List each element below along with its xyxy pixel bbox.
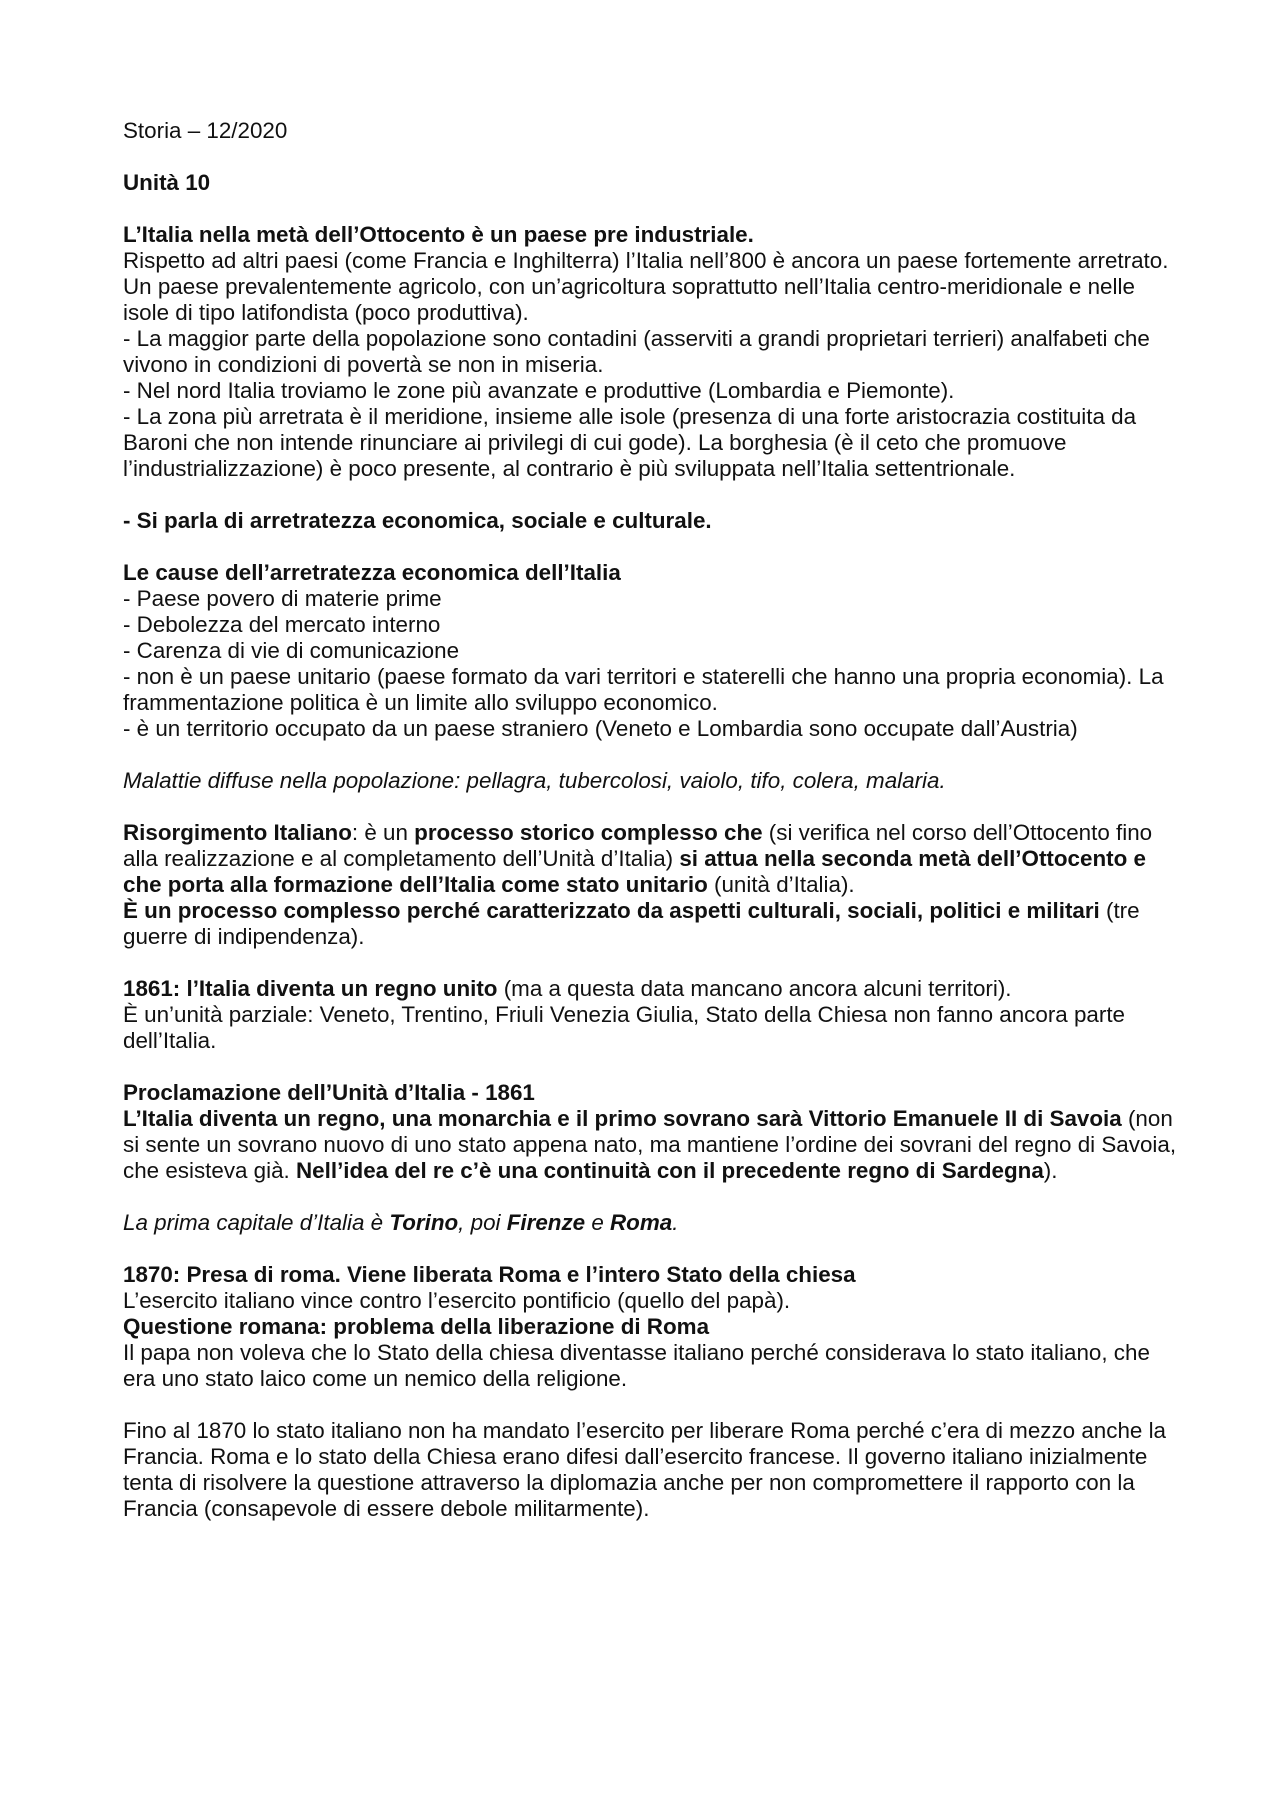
cause-item: - è un territorio occupato da un paese straniero (Veneto e Lombardia sono occupate dall’Austria) xyxy=(123,716,1078,741)
unit-title: Unità 10 xyxy=(123,170,211,195)
backwardness-summary: - Si parla di arretratezza economica, sociale e culturale. xyxy=(123,508,712,533)
closing-paragraph: Fino al 1870 lo stato italiano non ha mandato l’esercito per liberare Roma perché c’era di mezzo anche la Francia. Roma e lo stato della Chiesa erano difesi dall’esercito francese. Il governo italiano inizialmente tenta di risolvere la questione attraverso la diplomazia anche per non compromettere il rapporto con la Francia (consapevole di essere debole militarmente). xyxy=(123,1418,1167,1521)
roman-question-text: Il papa non voleva che lo Stato della chiesa diventasse italiano perché considerava lo stato italiano, che era uno stato laico come un nemico della religione. xyxy=(123,1340,1150,1391)
partial-unity-text: È un’unità parziale: Veneto, Trentino, Friuli Venezia Giulia, Stato della Chiesa non fanno ancora parte dell’Italia. xyxy=(123,1002,1125,1053)
cause-item: - non è un paese unitario (paese formato da vari territori e staterelli che hanno una propria economia). La frammentazione politica è un limite allo sviluppo economico. xyxy=(123,664,1164,715)
causes-heading: Le cause dell’arretratezza economica dell’Italia xyxy=(123,560,621,585)
capital-note: La prima capitale d’Italia è Torino, poi Firenze e Roma. xyxy=(123,1210,679,1235)
intro-bullet: - Nel nord Italia troviamo le zone più avanzate e produttive (Lombardia e Piemonte). xyxy=(123,378,955,403)
document-page xyxy=(123,118,1183,1522)
cause-item: - Paese povero di materie prime xyxy=(123,586,442,611)
intro-bullet: - La zona più arretrata è il meridione, insieme alle isole (presenza di una forte aristocrazia costituita da Baroni che non intende rinunciare ai privilegi di cui gode). La borghesia (è il ceto che promuove l’industrializzazione) è poco presente, al contrario è più sviluppata nell’Italia settentrionale. xyxy=(123,404,1137,481)
cause-item: - Debolezza del mercato interno xyxy=(123,612,441,637)
proclamation-heading: Proclamazione dell’Unità d’Italia - 1861 xyxy=(123,1080,535,1105)
intro-bullet: - La maggior parte della popolazione sono contadini (asserviti a grandi proprietari terrieri) analfabeti che vivono in condizioni di povertà se non in miseria. xyxy=(123,326,1150,377)
intro-paragraph: Rispetto ad altri paesi (come Francia e Inghilterra) l’Italia nell’800 è ancora un paese fortemente arretrato. Un paese prevalentemente agricolo, con un’agricoltura soprattutto nell’Italia centro-meridionale e nelle isole di tipo latifondista (poco produttiva). xyxy=(123,248,1169,325)
risorgimento-complexity: È un processo complesso perché caratterizzato da aspetti culturali, sociali, politici e militari (tre guerre di indipendenza). xyxy=(123,898,1140,949)
army-text: L’esercito italiano vince contro l’esercito pontificio (quello del papà). xyxy=(123,1288,791,1313)
subject-date: Storia – 12/2020 xyxy=(123,118,288,143)
risorgimento-paragraph: Risorgimento Italiano: è un processo storico complesso che (si verifica nel corso dell’Ottocento fino alla realizzazione e al completamento dell’Unità d’Italia) si attua nella seconda metà dell’Ottocento e che porta alla formazione dell’Italia come stato unitario (unità d’Italia). xyxy=(123,820,1153,897)
proclamation-paragraph: L’Italia diventa un regno, una monarchia e il primo sovrano sarà Vittorio Emanuele II di Savoia (non si sente un sovrano nuovo di uno stato appena nato, ma mantiene l’ordine dei sovrani del regno di Savoia, che esisteva già. Nell’idea del re c’è una continuità con il precedente regno di Sardegna). xyxy=(123,1106,1177,1183)
intro-heading: L’Italia nella metà dell’Ottocento è un paese pre industriale. xyxy=(123,222,754,247)
year-1861-paragraph: 1861: l’Italia diventa un regno unito (ma a questa data mancano ancora alcuni territori). xyxy=(123,976,1012,1001)
year-1870-heading: 1870: Presa di roma. Viene liberata Roma e l’intero Stato della chiesa xyxy=(123,1262,856,1287)
diseases-note: Malattie diffuse nella popolazione: pellagra, tubercolosi, vaiolo, tifo, colera, malaria. xyxy=(123,768,946,793)
cause-item: - Carenza di vie di comunicazione xyxy=(123,638,460,663)
roman-question-heading: Questione romana: problema della liberazione di Roma xyxy=(123,1314,710,1339)
